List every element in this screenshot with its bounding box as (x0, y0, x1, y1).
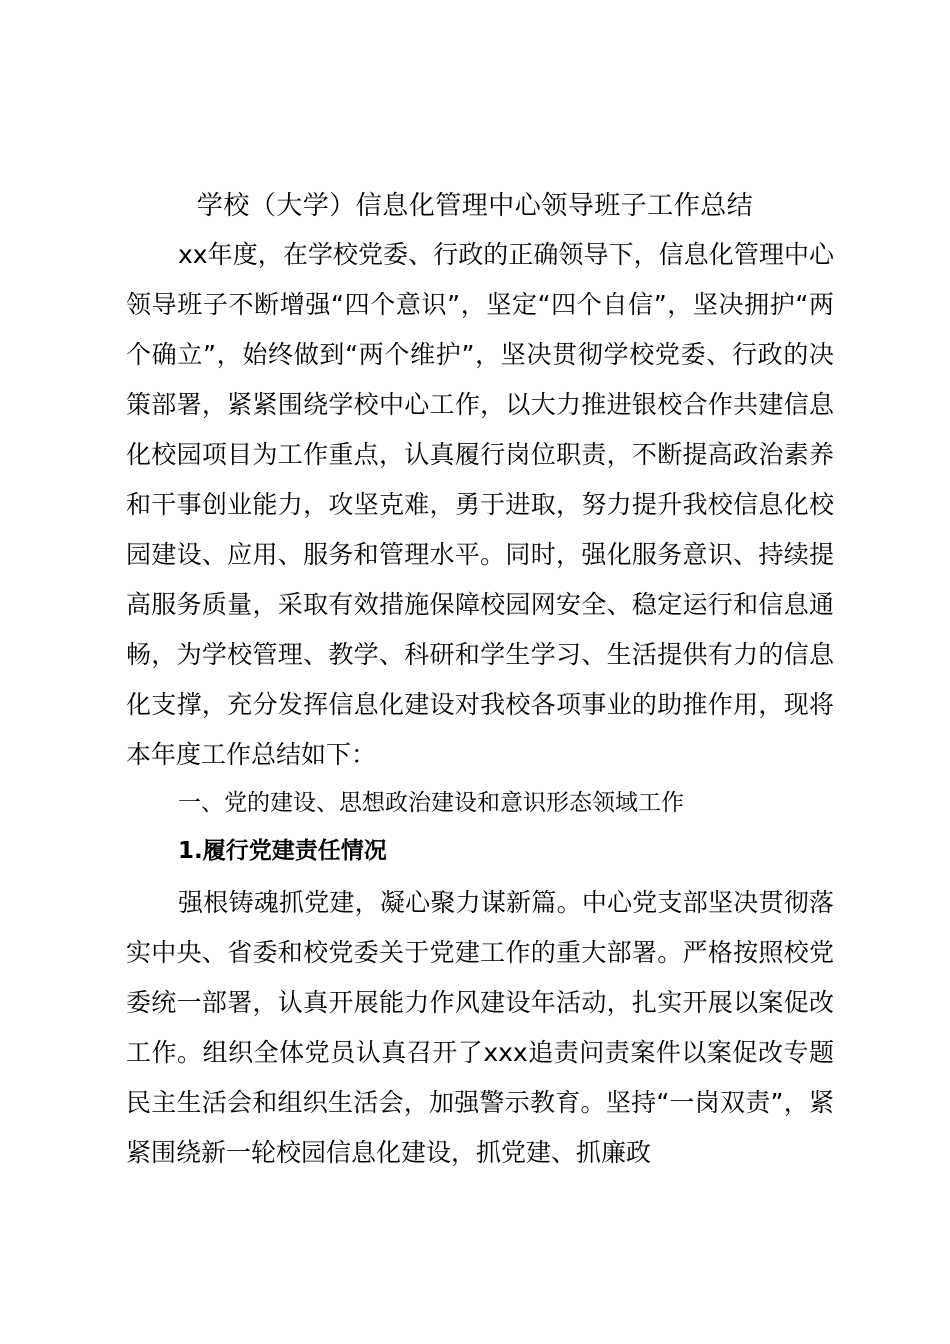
subsection-heading-party-responsibility: 1.履行党建责任情况 (178, 838, 387, 864)
section-heading-party-building: 一、党的建设、思想政治建设和意识形态领域工作 (178, 790, 684, 816)
party-building-paragraph: 强根铸魂抓党建，凝心聚力谋新篇。中心党支部坚决贯彻落实中央、省委和校党委关于党建工作的重大部署。严格按照校党委统一部署，认真开展能力作风建设年活动，扎实开展以案促改工作。组织全体党员认真召开了xxx追责问责案件以案促改专题民主生活会和组织生活会，加强警示教育。坚持“一岗双责”，紧紧围绕新一轮校园信息化建设，抓党建、抓廉政 (126, 888, 834, 1167)
document-title: 学校（大学）信息化管理中心领导班子工作总结 (196, 191, 754, 221)
intro-paragraph: xx年度，在学校党委、行政的正确领导下，信息化管理中心领导班子不断增强“四个意识”，坚定“四个自信”，坚决拥护“两个确立”，始终做到“两个维护”，坚决贯彻学校党委、行政的决策部署，紧紧围绕学校中心工作，以大力推进银校合作共建信息化校园项目为工作重点，认真履行岗位职责，不断提高政治素养和干事创业能力，攻坚克难，勇于进取，努力提升我校信息化校园建设、应用、服务和管理水平。同时，强化服务意识、持续提高服务质量，采取有效措施保障校园网安全、稳定运行和信息通畅，为学校管理、教学、科研和学生学习、生活提供有力的信息化支撑，充分发挥信息化建设对我校各项事业的助推作用，现将本年度工作总结如下： (126, 240, 834, 769)
